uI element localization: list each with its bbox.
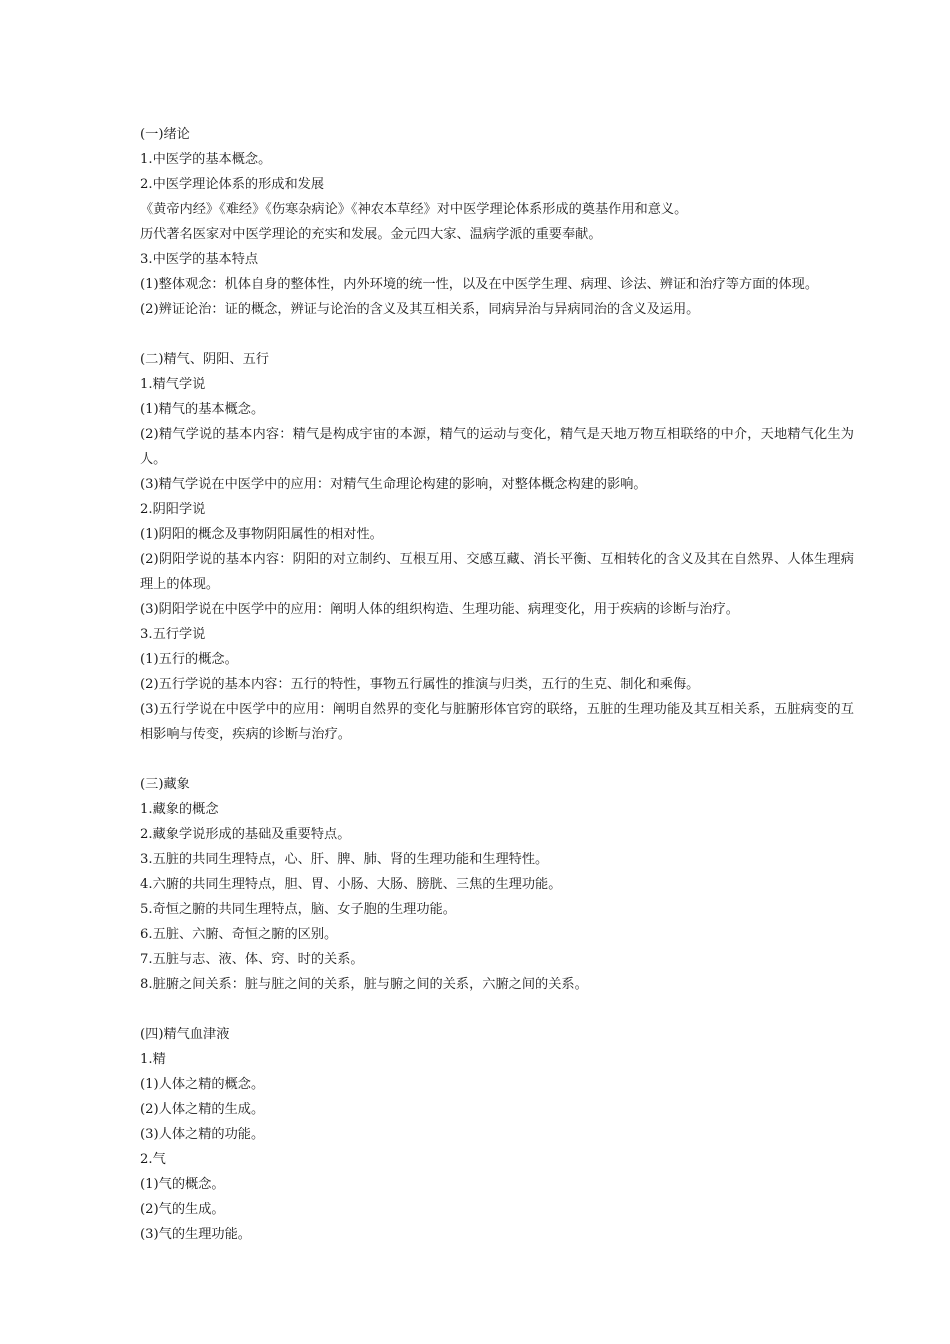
- section-heading: (一)绪论: [140, 127, 190, 142]
- text-line: 7.五脏与志、液、体、窍、时的关系。: [140, 952, 364, 967]
- text-line: (1)精气的基本概念。: [140, 402, 265, 417]
- section-essence-yinyang-five-phases: [140, 347, 854, 747]
- text-line: (1)五行的概念。: [140, 652, 238, 667]
- text-line: 4.六腑的共同生理特点，胆、胃、小肠、大肠、膀胱、三焦的生理功能。: [140, 877, 562, 892]
- section-spacer: [140, 322, 854, 347]
- document-body: [140, 122, 854, 1247]
- text-line: 2.中医学理论体系的形成和发展: [140, 177, 325, 192]
- text-line: (3)人体之精的功能。: [140, 1127, 265, 1142]
- text-line: 3.中医学的基本特点: [140, 252, 259, 267]
- text-line: (1)气的概念。: [140, 1177, 225, 1192]
- text-paragraph: (2)阴阳学说的基本内容：阴阳的对立制约、互根互用、交感互藏、消长平衡、互相转化的含义及其在自然界、人体生理病理上的体现。: [140, 552, 854, 592]
- text-line: (2)五行学说的基本内容：五行的特性，事物五行属性的推演与归类，五行的生克、制化和乘侮。: [140, 677, 700, 692]
- text-paragraph: (2)精气学说的基本内容：精气是构成宇宙的本源，精气的运动与变化，精气是天地万物互相联络的中介，天地精气化生为人。: [140, 427, 854, 467]
- text-line: (1)人体之精的概念。: [140, 1077, 265, 1092]
- text-line: (3)阴阳学说在中医学中的应用：阐明人体的组织构造、生理功能、病理变化，用于疾病的诊断与治疗。: [140, 602, 739, 617]
- text-line: 3.五行学说: [140, 627, 206, 642]
- text-line: 1.精气学说: [140, 377, 206, 392]
- text-paragraph: (1)整体观念：机体自身的整体性，内外环境的统一性，以及在中医学生理、病理、诊法、辨证和治疗等方面的体现。: [140, 277, 819, 292]
- section-visceral-manifestation: [140, 772, 854, 997]
- section-heading: (三)藏象: [140, 777, 190, 792]
- section-heading: (四)精气血津液: [140, 1027, 230, 1042]
- text-line: 3.五脏的共同生理特点，心、肝、脾、肺、肾的生理功能和生理特性。: [140, 852, 549, 867]
- text-line: 历代著名医家对中医学理论的充实和发展。金元四大家、温病学派的重要奉献。: [140, 227, 602, 242]
- text-line: 《黄帝内经》《难经》《伤寒杂病论》《神农本草经》对中医学理论体系形成的奠基作用和意义。: [140, 202, 688, 217]
- text-line: (3)气的生理功能。: [140, 1227, 251, 1242]
- text-line: 1.精: [140, 1052, 166, 1067]
- text-paragraph: (3)五行学说在中医学中的应用：阐明自然界的变化与脏腑形体官窍的联络，五脏的生理功能及其互相关系，五脏病变的互相影响与传变，疾病的诊断与治疗。: [140, 702, 854, 742]
- text-line: 8.脏腑之间关系：脏与脏之间的关系，脏与腑之间的关系，六腑之间的关系。: [140, 977, 588, 992]
- text-line: 5.奇恒之腑的共同生理特点，脑、女子胞的生理功能。: [140, 902, 456, 917]
- section-essence-qi-blood-fluids: [140, 1022, 854, 1247]
- text-line: (1)阴阳的概念及事物阴阳属性的相对性。: [140, 527, 383, 542]
- text-line: 6.五脏、六腑、奇恒之腑的区别。: [140, 927, 338, 942]
- text-line: (2)人体之精的生成。: [140, 1102, 265, 1117]
- text-line: 1.中医学的基本概念。: [140, 152, 272, 167]
- text-line: 2.气: [140, 1152, 166, 1167]
- section-introduction: [140, 122, 854, 322]
- text-line: (3)精气学说在中医学中的应用：对精气生命理论构建的影响，对整体概念构建的影响。: [140, 477, 647, 492]
- section-heading: (二)精气、阴阳、五行: [140, 352, 269, 367]
- text-line: 2.藏象学说形成的基础及重要特点。: [140, 827, 351, 842]
- text-line: 2.阴阳学说: [140, 502, 206, 517]
- text-line: (2)辨证论治：证的概念，辨证与论治的含义及其互相关系，同病异治与异病同治的含义及运用。: [140, 302, 700, 317]
- section-spacer: [140, 997, 854, 1022]
- text-line: 1.藏象的概念: [140, 802, 219, 817]
- text-line: (2)气的生成。: [140, 1202, 225, 1217]
- section-spacer: [140, 747, 854, 772]
